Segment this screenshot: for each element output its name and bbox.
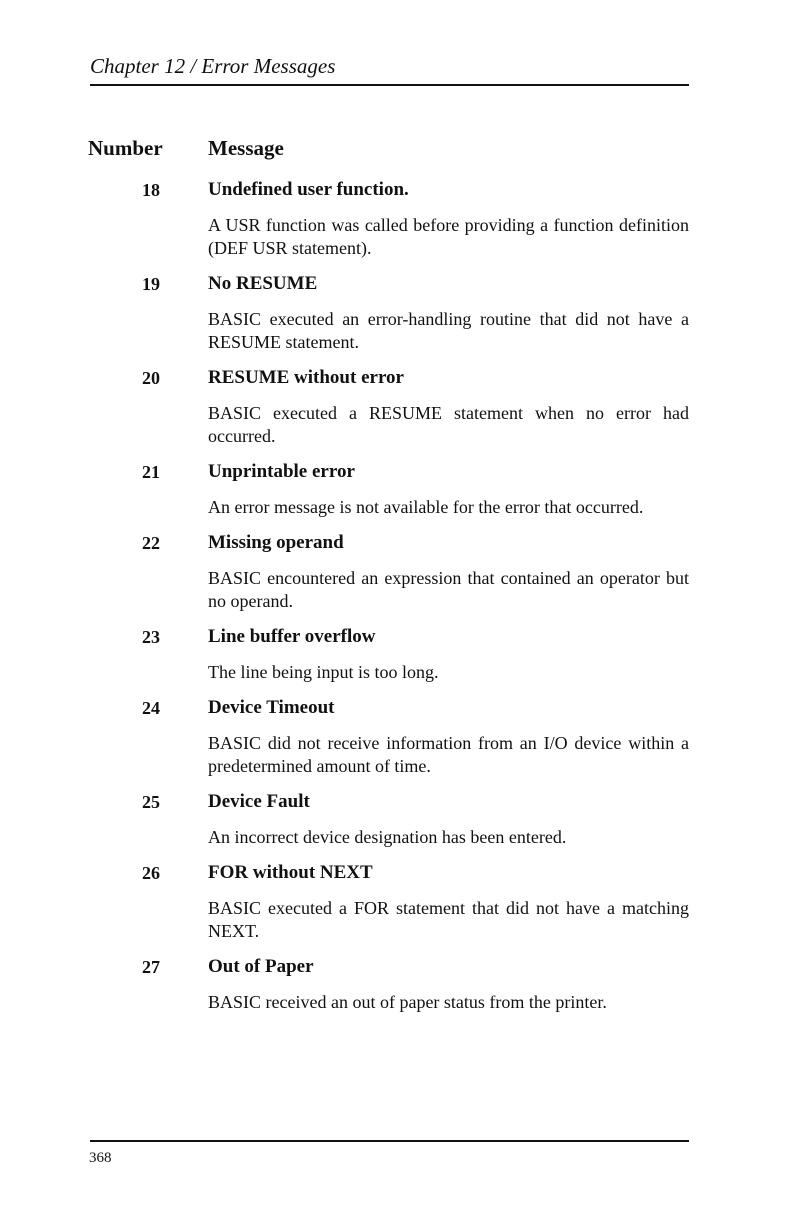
header-rule (90, 84, 689, 86)
error-title: FOR without NEXT (208, 862, 373, 883)
error-entry (0, 790, 791, 849)
error-message-list (0, 178, 791, 1026)
error-description: BASIC executed a FOR statement that did not have a matching NEXT. (208, 898, 689, 941)
error-entry (0, 955, 791, 1014)
error-description: An incorrect device designation has been entered. (208, 827, 567, 847)
error-title: Device Timeout (208, 697, 335, 718)
error-title: Device Fault (208, 791, 310, 812)
error-description: BASIC executed a RESUME statement when no error had occurred. (208, 403, 689, 446)
error-description: BASIC executed an error-handling routine that did not have a RESUME statement. (208, 309, 689, 352)
error-title: Missing operand (208, 532, 344, 553)
error-description: An error message is not available for the error that occurred. (208, 497, 644, 517)
error-entry (0, 861, 791, 943)
error-description: The line being input is too long. (208, 662, 439, 682)
error-number: 21 (142, 462, 160, 482)
error-description: BASIC encountered an expression that contained an operator but no operand. (208, 568, 689, 611)
error-description: A USR function was called before providing a function definition (DEF USR statement). (208, 215, 689, 258)
error-entry (0, 272, 791, 354)
error-number: 20 (142, 368, 160, 388)
error-description: BASIC received an out of paper status from the printer. (208, 992, 607, 1012)
chapter-title: Chapter 12 / Error Messages (90, 54, 336, 78)
number-column-header: Number (88, 136, 163, 160)
error-title: Undefined user function. (208, 179, 409, 200)
error-number: 25 (142, 792, 160, 812)
error-title: Unprintable error (208, 461, 355, 482)
error-title: Line buffer overflow (208, 626, 376, 647)
error-entry (0, 178, 791, 260)
error-number: 22 (142, 533, 160, 553)
error-title: No RESUME (208, 273, 318, 294)
error-description: BASIC did not receive information from an I/O device within a predetermined amount of time. (208, 733, 689, 776)
error-title: RESUME without error (208, 367, 404, 388)
error-entry (0, 460, 791, 519)
page-number: 368 (89, 1150, 112, 1166)
error-number: 18 (142, 180, 160, 200)
error-number: 27 (142, 957, 160, 977)
error-number: 23 (142, 627, 160, 647)
page-header (90, 52, 690, 82)
error-title: Out of Paper (208, 956, 314, 977)
footer-rule (90, 1140, 689, 1142)
error-entry (0, 696, 791, 778)
error-entry (0, 366, 791, 448)
error-number: 24 (142, 698, 160, 718)
message-column-header: Message (208, 136, 284, 160)
error-number: 19 (142, 274, 160, 294)
error-entry (0, 625, 791, 684)
error-number: 26 (142, 863, 160, 883)
error-entry (0, 531, 791, 613)
